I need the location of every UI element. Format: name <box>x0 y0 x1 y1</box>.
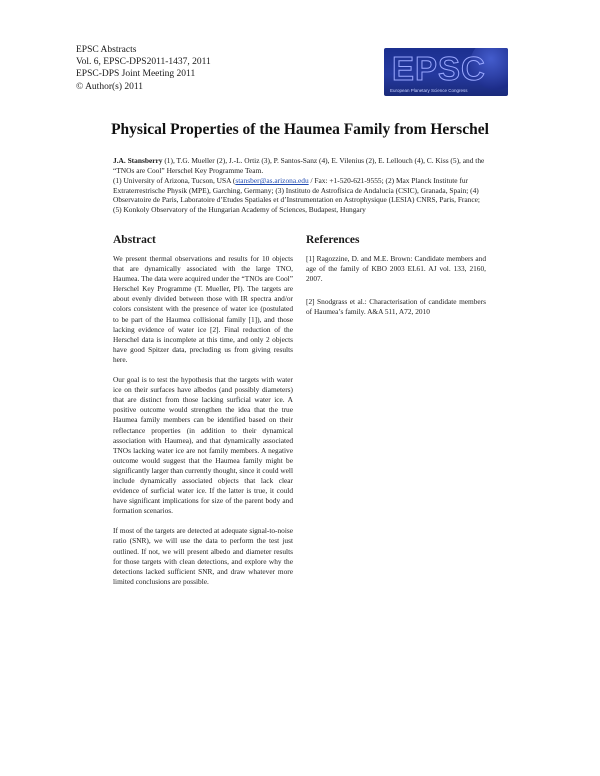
author-block <box>113 156 485 215</box>
affiliation-text: (1) University of Arizona, Tucson, USA ( <box>113 176 236 186</box>
header-line: EPSC Abstracts <box>76 45 137 55</box>
header-line: Vol. 6, EPSC-DPS2011-1437, 2011 <box>76 57 211 68</box>
header-line: EPSC-DPS Joint Meeting 2011 <box>76 69 196 80</box>
abstract-paragraph: Our goal is to test the hypothesis that the targets with water ice on their surfaces have albedos (and possibly diameters) that are distinct from those lacking surficial water ice. A positive outcome would strengthen the idea that the true Haumea family members can be identified based on their reflectance properties (in addition to their dynamical association with Haumea), and that dynamically associated TNOs lacking water ice are not family members. A negative outcome would suggest that the Haumea family might be significantly larger than currently thought, since it could well include dynamically associated objects that lack clear evidence of surficial water ice. If the latter is true, it could have significant implications for size of the parent body and formation scenarios. <box>113 375 293 516</box>
header-meta <box>76 44 211 93</box>
abstract-body <box>113 254 293 597</box>
abstract-paragraph: We present thermal observations and results for 10 objects that are dynamically associated with the large TNO, Haumea. The data were acquired under the “TNOs are Cool” Herschel Key Programme (T. Mueller, PI). The targets are about evenly divided between those with IR spectra and/or colors consistent with the presence of water ice (postulated to be part of the Haumea collisional family [1]), and those lacking evidence of water ice [2]. Final reduction of the Herschel data is incomplete at this time, and only 2 objects have good Spitzer data, precluding us from giving results here. <box>113 254 293 364</box>
affiliation-text: / Fax: +1-520-621-9555; (2) Max Planck Institute fur Extraterrestrische Physik (MPE), Garching, Germany; (3) Instituto de Astrofísica de Andalucía (CSIC), Granada, Spain; (4) Observatoire de Paris, Laboratoire d’Etudes Spatiales et d’Instrumentation en Astrophysique (LESIA) CNRS, Paris, France; (5) Konkoly Observatory of the Hungarian Academy of Sciences, Budapest, Hungary <box>113 176 480 214</box>
epsc-logo <box>384 48 508 96</box>
logo-text: EPSC <box>392 50 486 87</box>
coauthors: (1), T.G. Mueller (2), J.-L. Ortiz (3), P. Santos-Sanz (4), E. Vilenius (2), E. Lellouch (4), C. Kiss (5), and the “TNOs are Cool” Herschel Key Programme Team. <box>113 156 485 175</box>
abstract-paragraph: If most of the targets are detected at adequate signal-to-noise ratio (SNR), we will use the data to perform the test just outlined. If not, we will present albedo and diameter results for those targets with clean detections, and explore why the detections lacked sufficient SNR, and draw whatever more limited conclusions are possible. <box>113 526 293 586</box>
lead-author: J.A. Stansberry <box>113 156 163 165</box>
references-heading: References <box>306 234 360 246</box>
reference-item: [1] Ragozzine, D. and M.E. Brown: Candidate members and age of the family of KBO 2003 EL61. AJ vol. 133, 2160, 2007. <box>306 254 486 284</box>
header-line: © Author(s) 2011 <box>76 81 144 92</box>
affiliations <box>113 176 485 214</box>
abstract-heading: Abstract <box>113 234 156 246</box>
references-list <box>306 254 486 330</box>
author-list <box>113 156 485 175</box>
reference-item: [2] Snodgrass et al.: Characterisation of candidate members of Haumea’s family. A&A 511, A72, 2010 <box>306 297 486 317</box>
logo-subtext: European Planetary Science Congress <box>390 88 468 93</box>
paper-title: Physical Properties of the Haumea Family from Herschel <box>111 121 489 138</box>
email-link[interactable]: stansber@as.arizona.edu <box>235 176 309 186</box>
